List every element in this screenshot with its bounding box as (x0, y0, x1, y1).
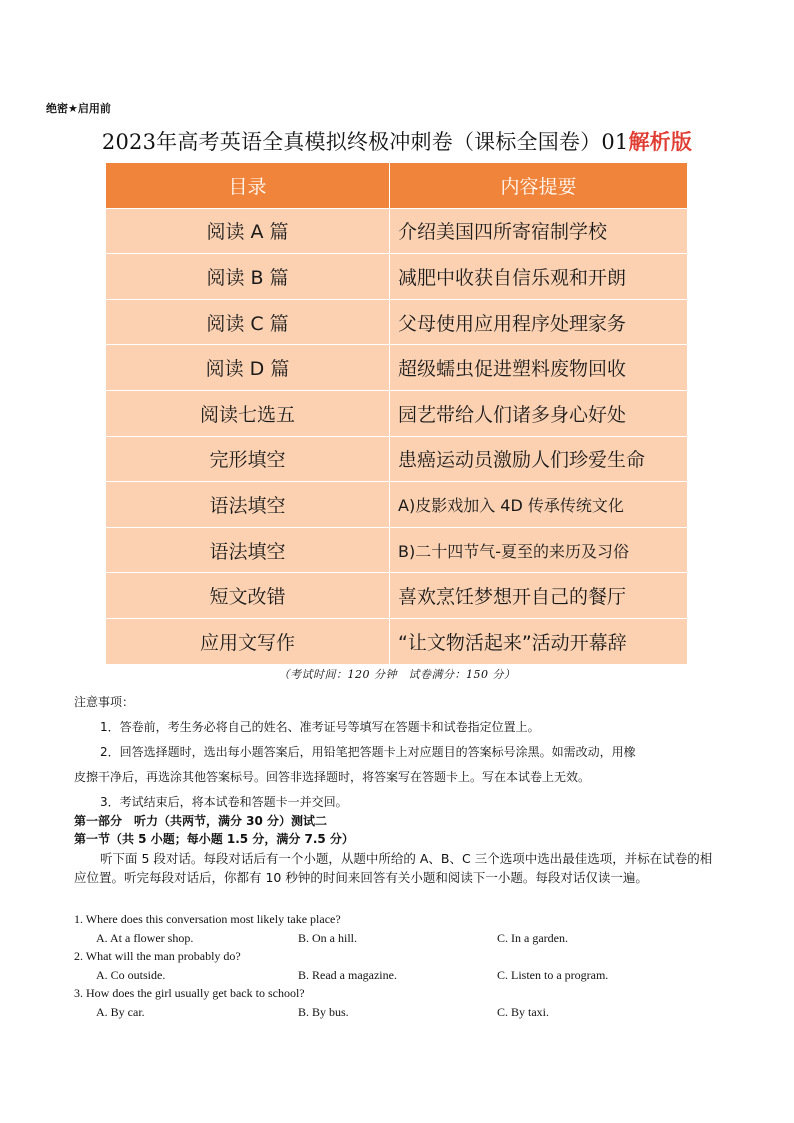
section-cell: 完形填空 (106, 436, 390, 482)
page-title (0, 126, 794, 156)
title-main: 2023年高考英语全真模拟终极冲刺卷（课标全国卷）01 (101, 130, 629, 154)
header-summary: 内容提要 (390, 163, 688, 209)
section-cell: 阅读 A 篇 (106, 208, 390, 254)
section-title: 第一节（共 5 小题；每小题 1.5 分，满分 7.5 分） (74, 832, 354, 846)
table-row (106, 618, 688, 664)
summary-cell: 父母使用应用程序处理家务 (390, 299, 688, 345)
note-item: 1．答卷前，考生务必将自己的姓名、准考证号等填写在答题卡和试卷指定位置上。 (100, 720, 540, 734)
notes-block (74, 690, 724, 815)
section-cell: 应用文写作 (106, 618, 390, 664)
note-item: 3．考试结束后，将本试卷和答题卡一并交回。 (100, 795, 348, 809)
summary-cell: 超级蠕虫促进塑料废物回收 (390, 345, 688, 391)
summary-cell: A)皮影戏加入 4D 传承传统文化 (390, 482, 688, 528)
table-row (106, 254, 688, 300)
section-cell: 阅读 C 篇 (106, 299, 390, 345)
question-stem: 1. Where does this conversation most likely take place? (74, 912, 341, 926)
part-title: 第一部分 听力（共两节，满分 30 分）测试二 (74, 814, 328, 828)
summary-cell: 介绍美国四所寄宿制学校 (390, 208, 688, 254)
option-b: B. On a hill. (298, 931, 357, 945)
question-stem: 3. How does the girl usually get back to school? (74, 986, 305, 1000)
table-row (106, 390, 688, 436)
section-cell: 阅读 B 篇 (106, 254, 390, 300)
title-accent: 解析版 (628, 130, 693, 154)
section-cell: 阅读 D 篇 (106, 345, 390, 391)
option-c: C. Listen to a program. (497, 968, 609, 982)
option-c: C. In a garden. (497, 931, 568, 945)
confidential-label: 绝密★启用前 (46, 102, 111, 115)
summary-cell: 减肥中收获自信乐观和开朗 (390, 254, 688, 300)
section-cell: 语法填空 (106, 482, 390, 528)
summary-cell: 喜欢烹饪梦想开自己的餐厅 (390, 573, 688, 619)
section-cell: 阅读七选五 (106, 390, 390, 436)
option-a: A. At a flower shop. (96, 931, 194, 945)
table-row (106, 573, 688, 619)
table-row (106, 345, 688, 391)
notes-heading: 注意事项： (74, 695, 135, 709)
table-header-row (106, 163, 688, 209)
table-row (106, 527, 688, 573)
summary-cell: 园艺带给人们诸多身心好处 (390, 390, 688, 436)
option-c: C. By taxi. (497, 1005, 550, 1019)
table-row (106, 482, 688, 528)
section-cell: 语法填空 (106, 527, 390, 573)
summary-cell: “让文物活起来”活动开幕辞 (390, 618, 688, 664)
table-row (106, 436, 688, 482)
exam-info: （考试时间：120 分钟 试卷满分：150 分） (278, 668, 516, 681)
option-a: A. Co outside. (96, 968, 166, 982)
summary-cell: 患癌运动员激励人们珍爱生命 (390, 436, 688, 482)
section-cell: 短文改错 (106, 573, 390, 619)
question-stem: 2. What will the man probably do? (74, 949, 241, 963)
summary-cell: B)二十四节气-夏至的来历及习俗 (390, 527, 688, 573)
listening-instructions: 听下面 5 段对话。每段对话后有一个小题，从题中所给的 A、B、C 三个选项中选出最佳选项，并标在试卷的相应位置。听完每段对话后，你都有 10 秒钟的时间来回答有关小题和阅读下一小题。每段对话仅读一遍。 (74, 851, 713, 885)
header-contents: 目录 (106, 163, 390, 209)
option-a: A. By car. (96, 1005, 145, 1019)
option-b: B. By bus. (298, 1005, 349, 1019)
table-row (106, 208, 688, 254)
note-item: 2．回答选择题时，选出每小题答案后，用铅笔把答题卡上对应题目的答案标号涂黑。如需改动，用橡 (100, 745, 636, 759)
option-b: B. Read a magazine. (298, 968, 397, 982)
contents-table (105, 162, 688, 665)
table-row (106, 299, 688, 345)
note-item-continued: 皮擦干净后，再选涂其他答案标号。回答非选择题时，将答案写在答题卡上。写在本试卷上无效。 (74, 770, 591, 784)
